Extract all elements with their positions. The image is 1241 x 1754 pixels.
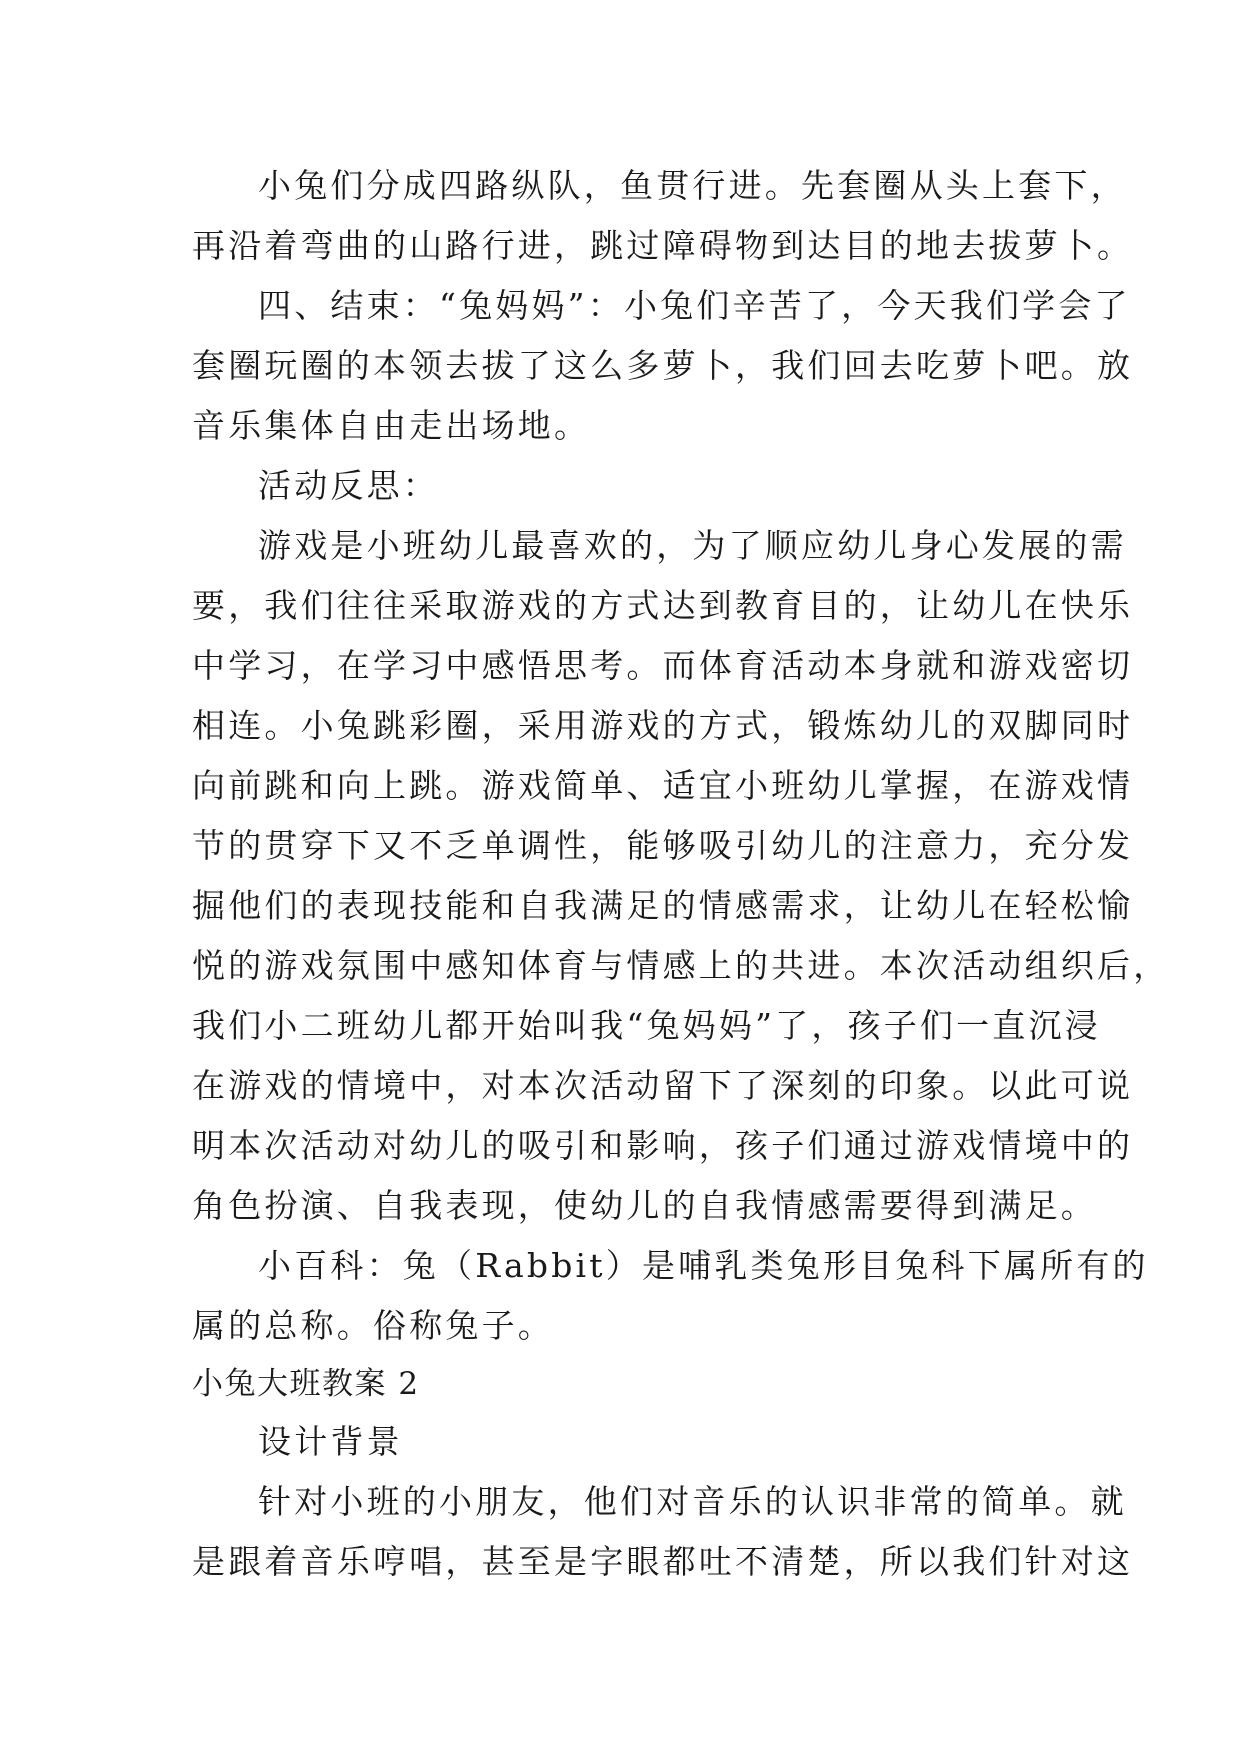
paragraph-line: 向前跳和向上跳。游戏简单、适宜小班幼儿掌握，在游戏情 [192,766,1134,805]
section-heading: 小兔大班教案 2 [192,1366,420,1402]
paragraph-line: 四、结束：“兔妈妈”：小兔们辛苦了，今天我们学会了 [258,286,1131,325]
paragraph-line: 在游戏的情境中，对本次活动留下了深刻的印象。以此可说 [192,1066,1134,1105]
paragraph-line: 角色扮演、自我表现，使幼儿的自我情感需要得到满足。 [192,1186,1097,1225]
paragraph-line: 小百科：兔（Rabbit）是哺乳类兔形目兔科下属所有的 [258,1246,1149,1285]
paragraph-line: 再沿着弯曲的山路行进，跳过障碍物到达目的地去拔萝卜。 [192,226,1134,265]
paragraph-line: 我们小二班幼儿都开始叫我“兔妈妈”了，孩子们一直沉浸 [192,1006,1101,1045]
section-label: 活动反思： [258,466,439,505]
paragraph-line: 中学习，在学习中感悟思考。而体育活动本身就和游戏密切 [192,646,1134,685]
paragraph-line: 明本次活动对幼儿的吸引和影响，孩子们通过游戏情境中的 [192,1126,1134,1165]
paragraph-line: 属的总称。俗称兔子。 [192,1306,554,1345]
paragraph-line: 相连。小兔跳彩圈，采用游戏的方式，锻炼幼儿的双脚同时 [192,706,1134,745]
paragraph-line: 节的贯穿下又不乏单调性，能够吸引幼儿的注意力，充分发 [192,826,1134,865]
paragraph-line: 悦的游戏氛围中感知体育与情感上的共进。本次活动组织后， [192,946,1170,985]
section-label: 设计背景 [258,1422,403,1461]
paragraph-line: 是跟着音乐哼唱，甚至是字眼都吐不清楚，所以我们针对这 [192,1542,1134,1581]
paragraph-line: 针对小班的小朋友，他们对音乐的认识非常的简单。就 [258,1482,1127,1521]
paragraph-line: 小兔们分成四路纵队，鱼贯行进。先套圈从头上套下， [258,166,1127,205]
paragraph-line: 要，我们往往采取游戏的方式达到教育目的，让幼儿在快乐 [192,586,1134,625]
paragraph-line: 游戏是小班幼儿最喜欢的，为了顺应幼儿身心发展的需 [258,526,1127,565]
paragraph-line: 掘他们的表现技能和自我满足的情感需求，让幼儿在轻松愉 [192,886,1134,925]
paragraph-line: 套圈玩圈的本领去拔了这么多萝卜，我们回去吃萝卜吧。放 [192,346,1134,385]
paragraph-line: 音乐集体自由走出场地。 [192,406,591,445]
